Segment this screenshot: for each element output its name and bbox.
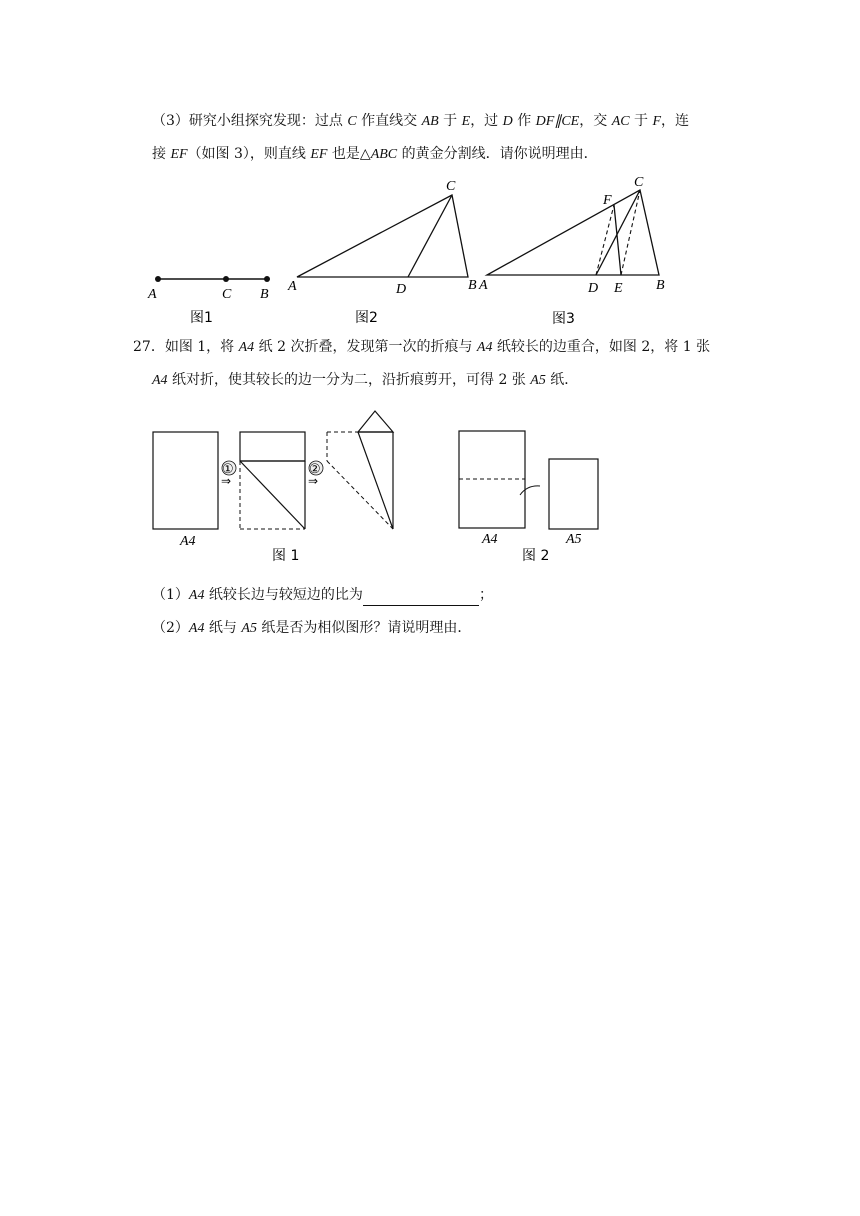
q26-part3-line2: 接 EF（如图 3），则直线 EF 也是△ABC 的黄金分割线．请你说明理由． bbox=[152, 146, 598, 162]
fig2-caption: 图2 bbox=[355, 310, 378, 326]
fig3-label-f: F bbox=[603, 193, 612, 208]
q27-fig1-arrow1: ⇒ bbox=[221, 474, 232, 488]
fig2-label-a: A bbox=[288, 279, 297, 294]
q27-sub1: （1）A4 纸较长边与较短边的比为 ； bbox=[152, 585, 493, 606]
fig2-label-b: B bbox=[468, 278, 477, 293]
q27-line1: 27．如图 1，将 A4 纸 2 次折叠，发现第一次的折痕与 A4 纸较长的边重合，如图 2，将 1 张 bbox=[133, 339, 711, 355]
fig3-label-a: A bbox=[479, 278, 488, 293]
fig2-label-d: D bbox=[396, 282, 407, 297]
q27-figures bbox=[0, 0, 860, 600]
q26-part3-line1: （3）研究小组探究发现：过点 C 作直线交 AB 于 E，过 D 作 DF∥CE，交 AC 于 F，连 bbox=[152, 113, 690, 129]
fig1-label-b: B bbox=[260, 287, 269, 302]
fig3-label-c: C bbox=[634, 175, 644, 190]
q27-fig2 bbox=[459, 431, 598, 564]
q27-fig1-caption: 图 1 bbox=[272, 548, 300, 564]
answer-blank[interactable] bbox=[363, 590, 479, 606]
q27-fig2-label-a4: A4 bbox=[482, 532, 498, 547]
q27-fig2-label-a5: A5 bbox=[566, 532, 582, 547]
q27-sub2: （2）A4 纸与 A5 纸是否为相似图形？请说明理由． bbox=[152, 620, 472, 636]
fig3-label-b: B bbox=[656, 278, 665, 293]
fig1-caption: 图1 bbox=[190, 310, 213, 326]
q27-fig1-label-a4: A4 bbox=[180, 534, 196, 549]
fig1-label-c: C bbox=[222, 287, 232, 302]
q27-line2: A4 纸对折，使其较长的边一分为二，沿折痕剪开，可得 2 张 A5 纸． bbox=[152, 372, 579, 388]
q27-fig1-step1: ① bbox=[222, 461, 234, 476]
q27-fig1-arrow2: ⇒ bbox=[308, 474, 319, 488]
fig2-label-c: C bbox=[446, 179, 456, 194]
q27-fig2-caption: 图 2 bbox=[522, 548, 550, 564]
q27-fig1-step2: ② bbox=[309, 461, 321, 476]
fig3-label-e: E bbox=[614, 281, 623, 296]
q27-fig1 bbox=[153, 411, 393, 564]
fig3-label-d: D bbox=[588, 281, 599, 296]
fig3-caption: 图3 bbox=[552, 311, 575, 327]
fig1-label-a: A bbox=[148, 287, 157, 302]
